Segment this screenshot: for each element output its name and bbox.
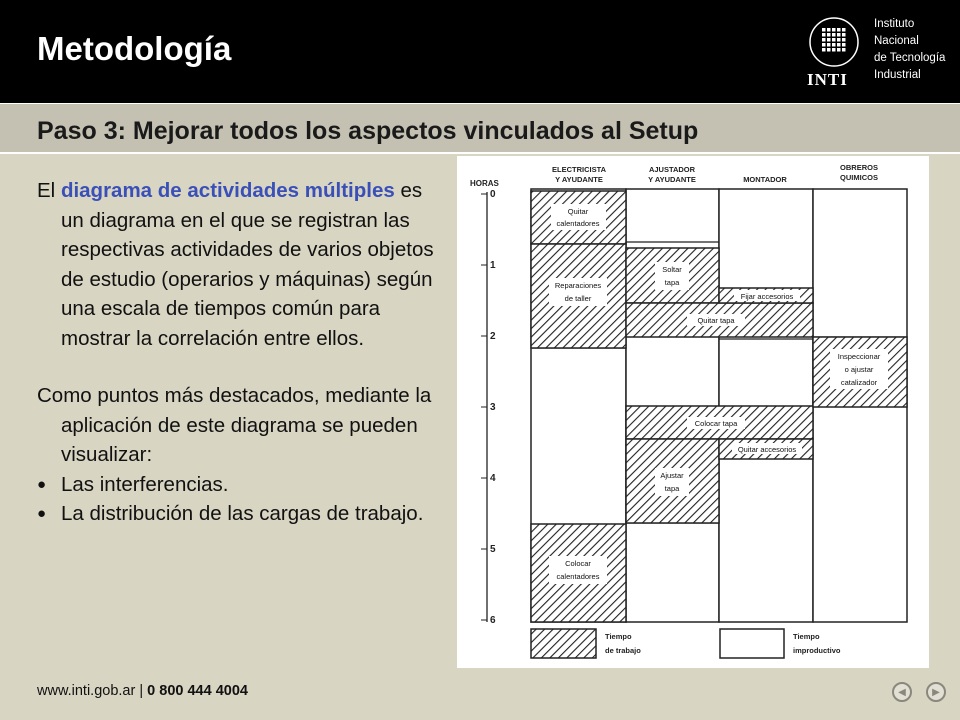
triangle-right-icon: ▶ (932, 686, 940, 698)
footer-separator: | (135, 683, 148, 699)
tick-label: 5 (490, 544, 496, 555)
footer-phone: 0 800 444 4004 (147, 683, 248, 699)
page-title: Metodología (37, 30, 232, 67)
logo-institute-name (874, 16, 945, 84)
task-label: Quitar tapa (697, 316, 735, 325)
bullet-icon: ● (37, 505, 47, 522)
tick-label: 3 (490, 402, 496, 413)
next-slide-button[interactable] (926, 682, 946, 702)
multiple-activity-diagram (457, 156, 929, 668)
task-label: Fijar accesorios (740, 292, 794, 301)
legend (531, 629, 841, 658)
task-label: Colocar (565, 559, 591, 568)
list-item (37, 499, 447, 529)
diagram-svg (457, 156, 929, 668)
column-header: ELECTRICISTA (551, 165, 607, 174)
list-item-text: Las interferencias. (61, 472, 229, 496)
logo-line: Industrial (874, 69, 921, 81)
task-label: Inspeccionar (837, 352, 881, 361)
footer-contact (37, 683, 248, 699)
highlighted-term: diagrama de actividades múltiples (60, 179, 395, 202)
logo-line: Nacional (874, 35, 919, 47)
task-label: calentadores (556, 572, 600, 581)
highlights-paragraph: Como puntos más destacados, mediante la aplicación de este diagrama se pueden visualizar: (37, 384, 432, 466)
legend-swatch-idle (720, 629, 784, 658)
task-label: Soltar (662, 265, 682, 274)
column-header: AJUSTADOR (648, 165, 696, 174)
hours-ticks (481, 189, 496, 626)
subtitle-bar (0, 103, 960, 154)
task-label: Quitar accesorios (737, 445, 797, 454)
task-label: Reparaciones (554, 281, 602, 290)
inti-logo (806, 14, 956, 94)
column-header: QUIMICOS (840, 173, 878, 182)
task-label: tapa (664, 278, 680, 287)
logo-acronym: INTI (807, 70, 848, 89)
task-label: calentadores (556, 219, 600, 228)
list-item (37, 470, 447, 500)
header-bar (0, 0, 960, 103)
logo-line: Instituto (874, 18, 915, 30)
hours-label: HORAS (470, 179, 499, 188)
tick-label: 4 (490, 473, 496, 484)
slide-subtitle: Paso 3: Mejorar todos los aspectos vinculados al Setup (37, 117, 699, 145)
task-label: de taller (564, 294, 592, 303)
footer-url: www.inti.gob.ar (37, 683, 136, 699)
bullet-list (37, 470, 447, 529)
task-label: Ajustar (660, 471, 684, 480)
previous-slide-button[interactable] (892, 682, 912, 702)
bullet-icon: ● (37, 475, 47, 493)
column-header: Y AYUDANTE (648, 175, 696, 184)
column-headers (552, 163, 878, 184)
legend-label: Tiempo (605, 632, 632, 641)
column-header: Y AYUDANTE (555, 175, 603, 184)
legend-label: Tiempo (793, 632, 820, 641)
legend-swatch-work (531, 629, 596, 658)
task-label: Quitar (567, 207, 589, 216)
tick-label: 6 (490, 615, 496, 626)
triangle-left-icon: ◀ (898, 686, 906, 698)
task-label: tapa (664, 484, 680, 493)
column-header: OBREROS (840, 163, 878, 172)
legend-label: improductivo (793, 646, 841, 655)
tick-label: 2 (490, 331, 496, 342)
column-header: MONTADOR (743, 175, 787, 184)
task-label: catalizador (840, 378, 878, 387)
tick-label: 1 (490, 260, 496, 271)
logo-grid-icon (808, 16, 864, 68)
legend-label: de trabajo (605, 646, 641, 655)
logo-line: de Tecnología (874, 52, 946, 64)
tick-label: 0 (490, 189, 496, 200)
body-text (37, 176, 447, 529)
text-run: es un diagrama en el que se registran las respectivas actividades de varios objetos de estudio (operarios y máquinas) según una escala de tiempos común para mostrar la correlación entre ellos. (61, 179, 434, 350)
task-label: o ajustar (844, 365, 874, 374)
list-item-text: La distribución de las cargas de trabajo. (61, 502, 424, 525)
task-label: Colocar tapa (694, 419, 738, 428)
text-run: El (37, 179, 61, 202)
definition-paragraph (37, 176, 447, 353)
